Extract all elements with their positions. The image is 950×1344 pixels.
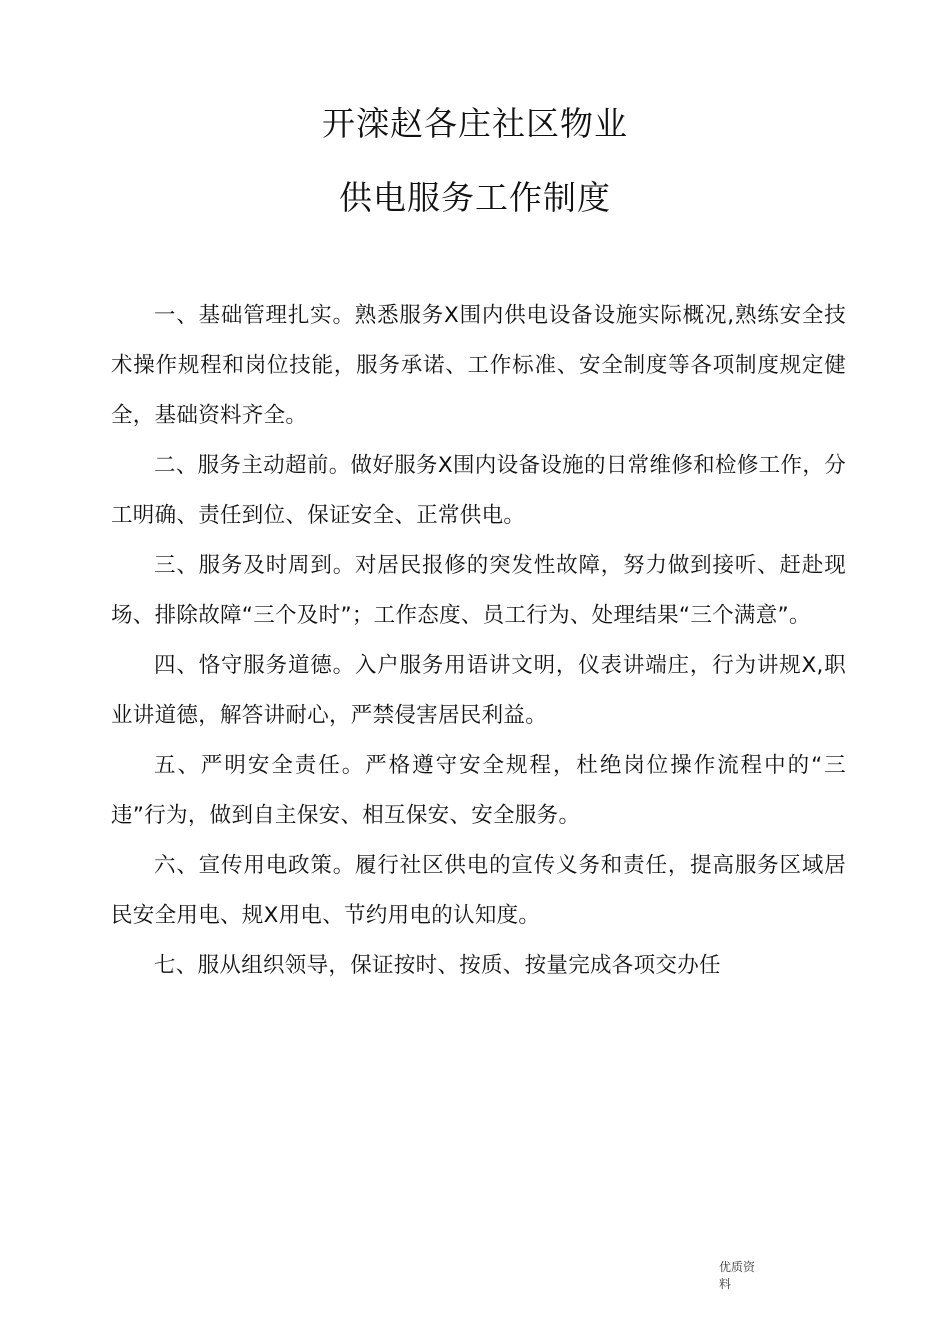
paragraph-2: 二、服务主动超前。做好服务X围内设备设施的日常维修和检修工作，分工明确、责任到位、保证安全、正常供电。 [111,453,846,528]
paragraph-5: 五、严明安全责任。严格遵守安全规程，杜绝岗位操作流程中的“三违”行为，做到自主保安、相互保安、安全服务。 [111,753,846,828]
paragraph-6: 六、宣传用电政策。履行社区供电的宣传义务和责任，提高服务区域居民安全用电、规X用电、节约用电的认知度。 [111,853,846,928]
paragraph-1: 一、基础管理扎实。熟悉服务X围内供电设备设施实际概况,熟练安全技术操作规程和岗位技能，服务承诺、工作标准、安全制度等各项制度规定健全，基础资料齐全。 [111,303,846,428]
paragraph-4: 四、恪守服务道德。入户服务用语讲文明，仪表讲端庄，行为讲规X,职业讲道德，解答讲耐心，严禁侵害居民利益。 [111,653,846,728]
document-body [111,291,846,991]
paragraph-7: 七、服从组织领导，保证按时、按质、按量完成各项交办任 [154,953,721,978]
paragraph-3: 三、服务及时周到。对居民报修的突发性故障，努力做到接听、赶赴现场、排除故障“三个及时”；工作态度、员工行为、处理结果“三个满意”。 [111,553,846,628]
footer-note: 优质资料 [719,1260,756,1291]
document-title-line-2: 供电服务工作制度 [339,178,611,217]
document-title-line-1: 开滦赵各庄社区物业 [322,104,628,143]
